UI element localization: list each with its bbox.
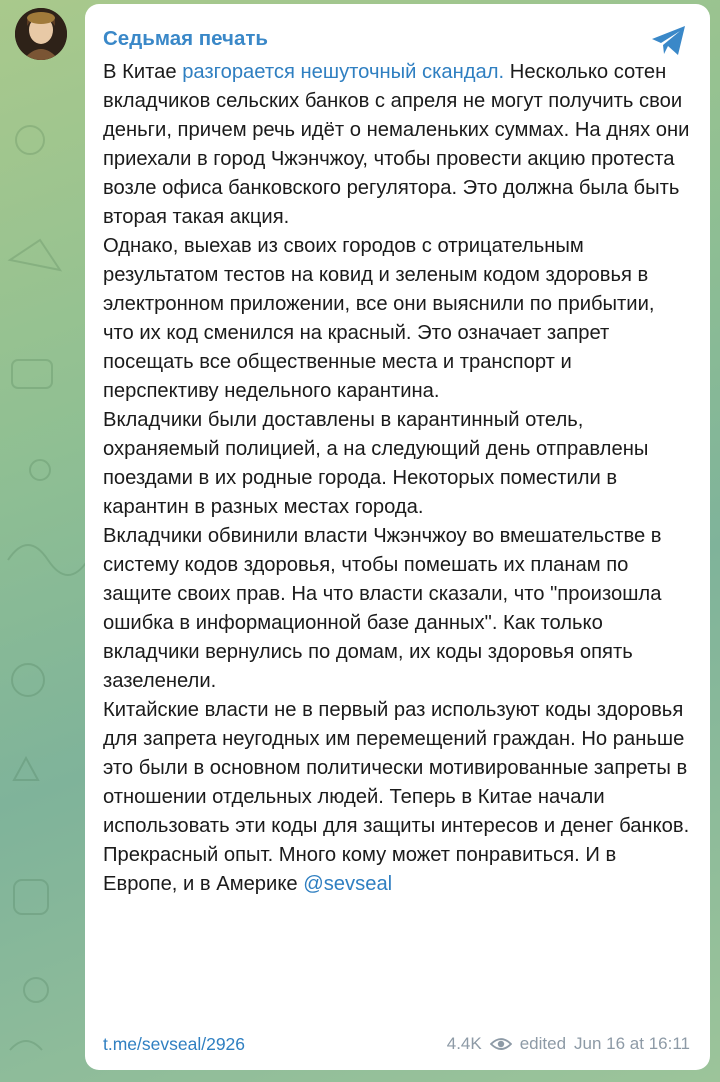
edited-label: edited xyxy=(519,1034,567,1053)
channel-name[interactable]: Седьмая печать xyxy=(103,27,268,50)
post-link[interactable]: t.me/sevseal/2926 xyxy=(103,1033,246,1054)
avatar[interactable] xyxy=(15,8,67,60)
paragraph: Вкладчики обвинили власти Чжэнчжоу во вмешательстве в систему кодов здоровья, чтобы помешать их планам по защите своих прав. На что власти сказали, что "произошла ошибка в информационной базе данных". Как только вкладчики вернулись по домам, их коды здоровья опять зазеленели. xyxy=(103,525,662,692)
view-count: 4.4K xyxy=(446,1034,482,1053)
timestamp: Jun 16 at 16:11 xyxy=(574,1034,690,1053)
paragraph: В Китае разгорается нешуточный скандал. Несколько сотен вкладчиков сельских банков с апреля не могут получить свои деньги, причем речь идёт о немаленьких суммах. На днях они приехали в город Чжэнчжоу, чтобы провести акцию протеста возле офиса банковского регулятора. Это должна была быть вторая такая акция. xyxy=(103,61,690,228)
eye-icon xyxy=(490,1037,512,1051)
paragraph: Прекрасный опыт. Много кому может понравиться. И в Европе, и в Америке @sevseal xyxy=(103,844,617,895)
message-meta xyxy=(447,1034,690,1054)
message-footer xyxy=(103,1032,690,1056)
message-bubble xyxy=(85,4,710,1070)
avatar-portrait-icon xyxy=(15,8,67,60)
inline-link[interactable]: разгорается нешуточный скандал. xyxy=(182,61,505,83)
message-text xyxy=(103,58,690,899)
paragraph: Однако, выехав из своих городов с отрицательным результатом тестов на ковид и зеленым кодом здоровья в электронном приложении, все они выяснили по прибытии, что их код сменился на красный. Это означает запрет посещать все общественные места и транспорт и перспективу недельного карантина. xyxy=(103,235,655,402)
mention-link[interactable]: @sevseal xyxy=(303,873,393,895)
paragraph: Вкладчики были доставлены в карантинный отель, охраняемый полицией, а на следующий день отправлены поездами в их родные города. Некоторых поместили в карантин в разных местах города. xyxy=(103,409,649,518)
paragraph: Китайские власти не в первый раз используют коды здоровья для запрета неугодных им перемещений граждан. Но раньше это были в основном политически мотивированные запреты в отношении отдельных людей. Теперь в Китае начали использовать эти коды для защиты интересов и денег банков. xyxy=(103,699,690,837)
share-icon[interactable] xyxy=(650,24,688,58)
